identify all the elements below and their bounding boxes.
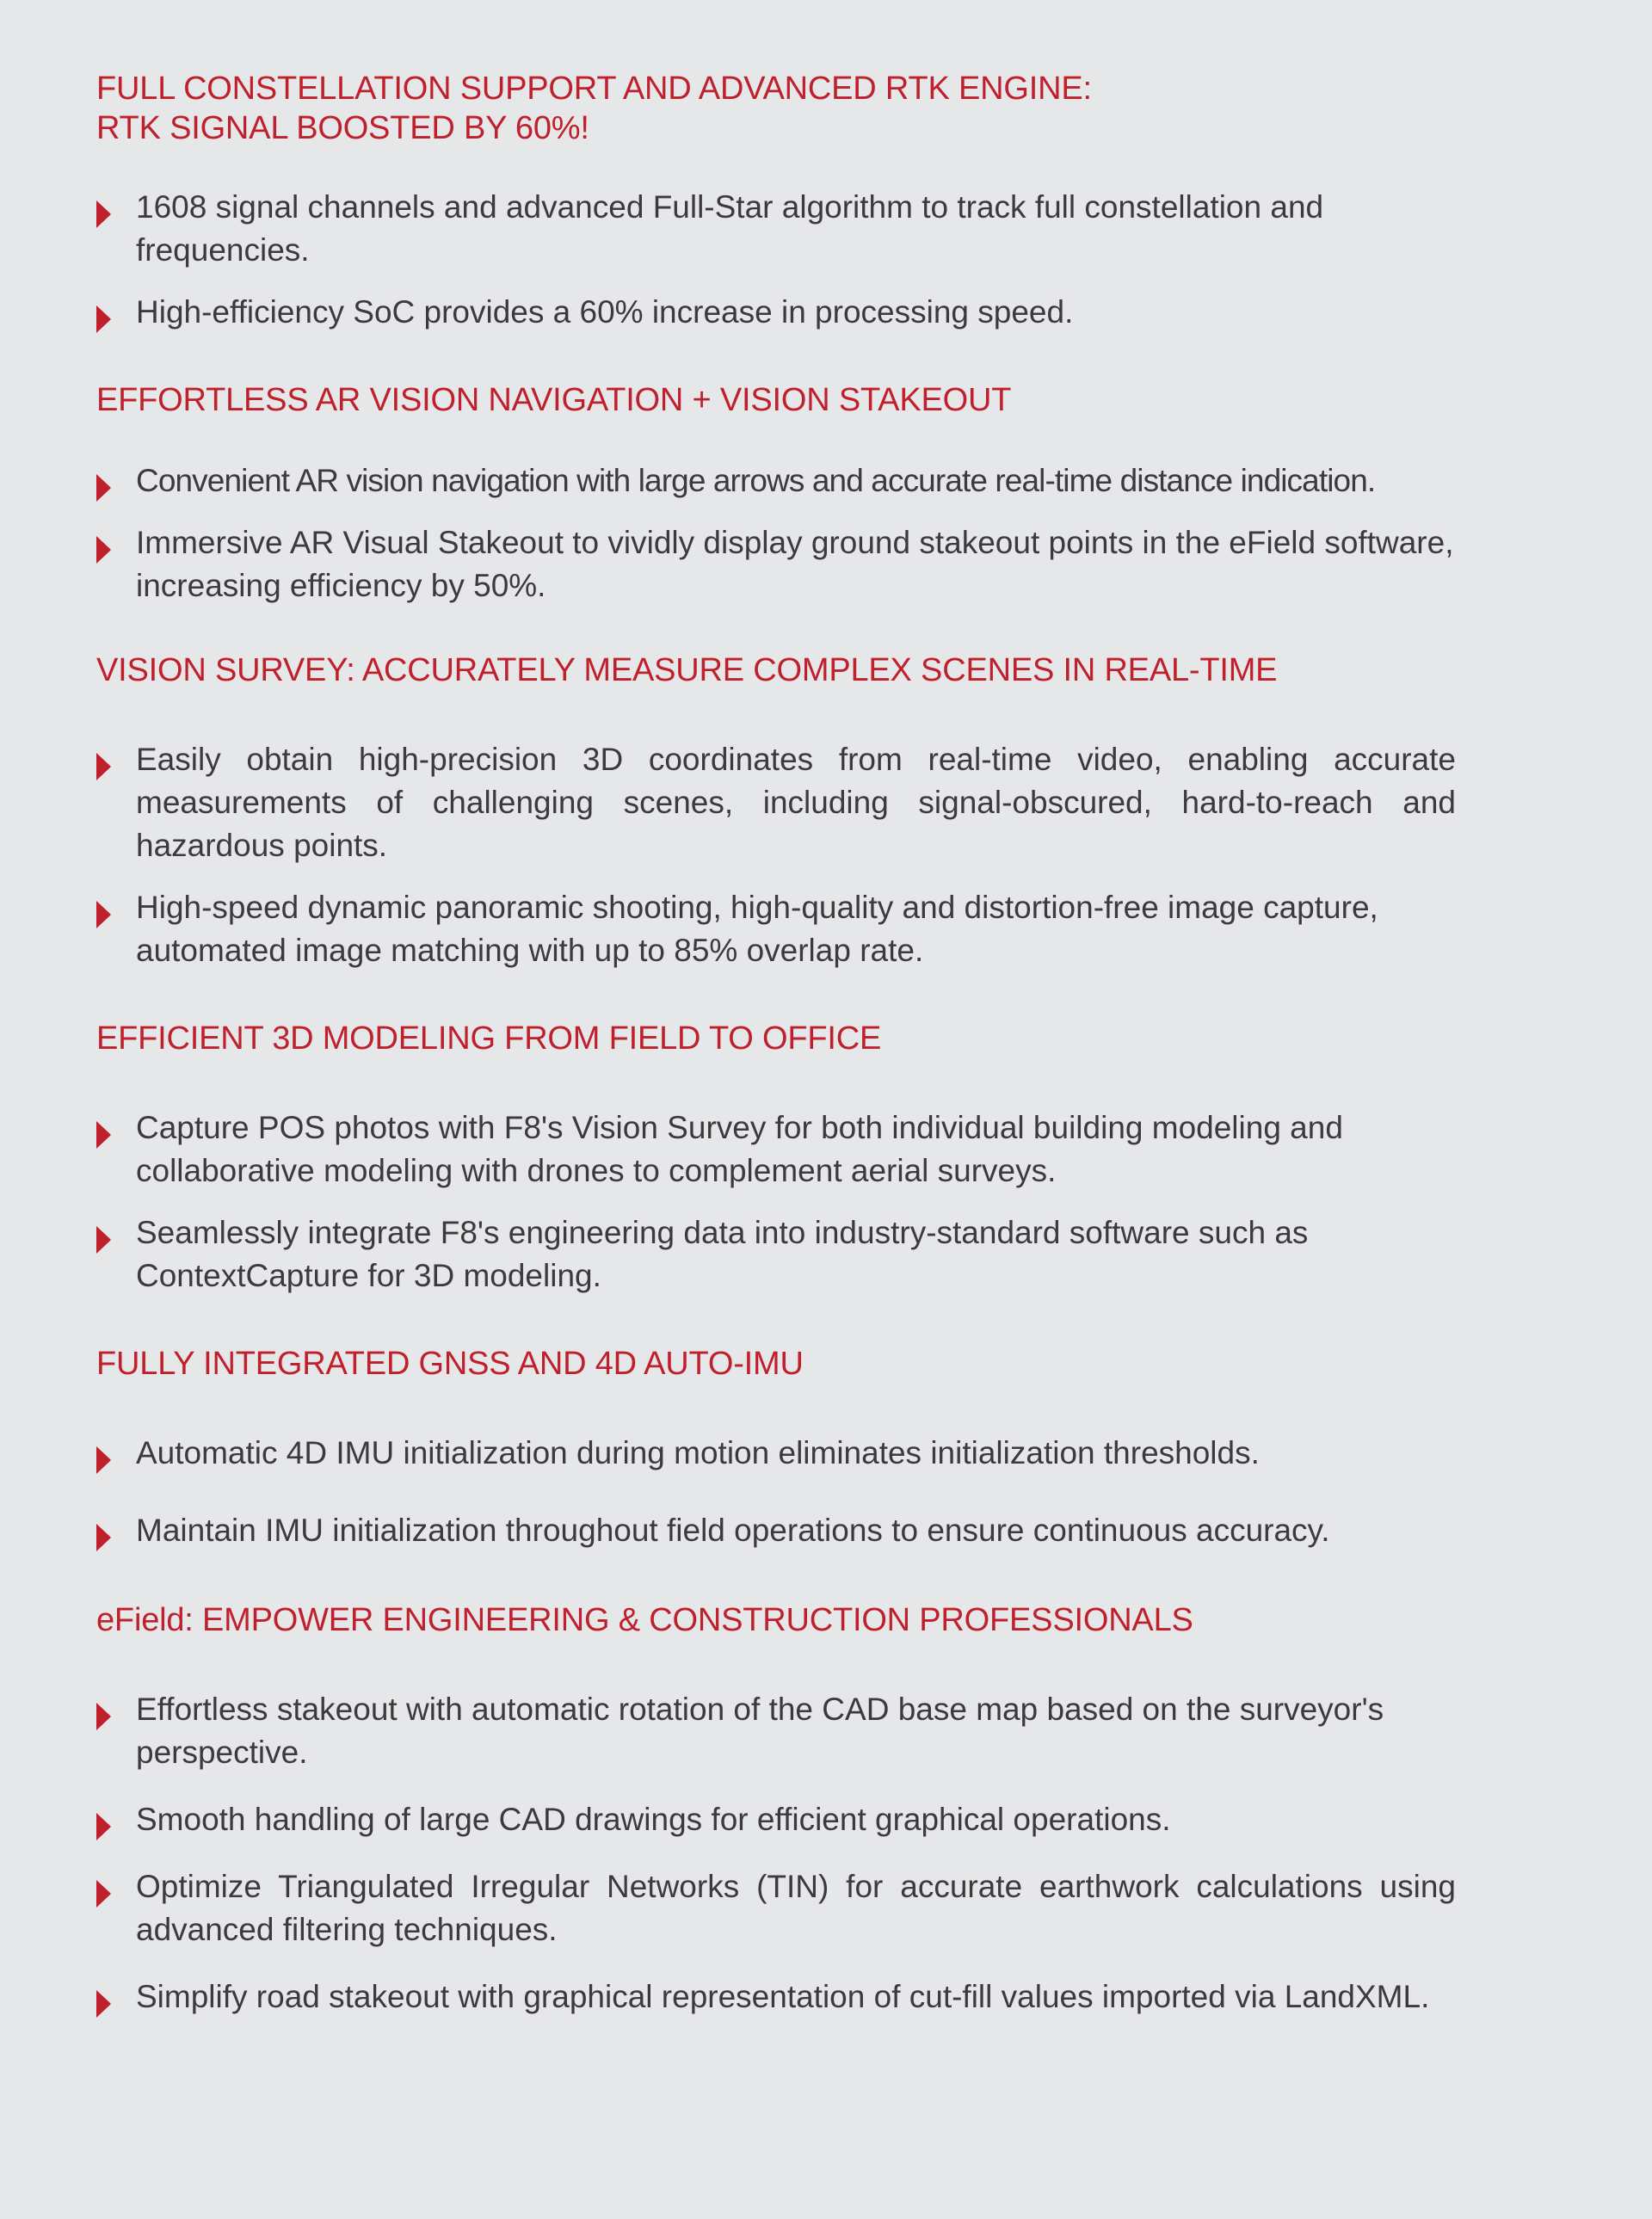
list-item [96,291,1456,334]
bullet-list [96,186,1456,334]
right-triangle-icon [96,1703,111,1730]
section-title: VISION SURVEY: ACCURATELY MEASURE COMPLEX SCENES IN REAL-TIME [96,652,1278,688]
section-rtk-engine [96,69,1456,334]
section-title: FULLY INTEGRATED GNSS AND 4D AUTO-IMU [96,1346,804,1382]
section-title: FULL CONSTELLATION SUPPORT AND ADVANCED RTK ENGINE: RTK SIGNAL BOOSTED BY 60%! [96,71,1092,146]
bullet-text: Easily obtain high-precision 3D coordinates from real-time video, enabling accurate measurements of challenging scenes, including signal-obscured, hard-to-reach and hazardous points. [136,742,1456,863]
right-triangle-icon [96,1446,111,1474]
right-triangle-icon [96,1990,111,2018]
list-item [96,459,1456,502]
section-title: eField: EMPOWER ENGINEERING & CONSTRUCTION PROFESSIONALS [96,1602,1193,1638]
bullet-text: Seamlessly integrate F8's engineering data into industry-standard software such as ContextCapture for 3D modeling. [136,1215,1309,1293]
right-triangle-icon [96,536,111,564]
list-item [96,1976,1456,2019]
list-item [96,186,1456,272]
bullet-text: Immersive AR Visual Stakeout to vividly display ground stakeout points in the eField software, increasing efficiency by 50%. [136,525,1454,603]
section-3d-modeling [96,1019,1456,1297]
bullet-list [96,1688,1456,2019]
bullet-text: Optimize Triangulated Irregular Networks (TIN) for accurate earthwork calculations using advanced filtering techniques. [136,1869,1456,1947]
section-ar-navigation [96,380,1456,607]
right-triangle-icon [96,474,111,502]
list-item [96,886,1456,972]
bullet-text: Smooth handling of large CAD drawings for efficient graphical operations. [136,1802,1171,1837]
list-item [96,1211,1456,1297]
list-item [96,521,1456,607]
list-item [96,1865,1456,1951]
bullet-text: Automatic 4D IMU initialization during motion eliminates initialization thresholds. [136,1435,1260,1470]
section-vision-survey [96,650,1456,972]
section-title: EFFICIENT 3D MODELING FROM FIELD TO OFFICE [96,1020,882,1057]
bullet-text: 1608 signal channels and advanced Full-Star algorithm to track full constellation and frequencies. [136,189,1324,268]
feature-document [96,69,1456,2043]
bullet-text: Maintain IMU initialization throughout field operations to ensure continuous accuracy. [136,1513,1330,1548]
list-item [96,1509,1456,1552]
right-triangle-icon [96,901,111,928]
bullet-text: Capture POS photos with F8's Vision Survey for both individual building modeling and collaborative modeling with drones to complement aerial surveys. [136,1110,1343,1188]
bullet-text: Simplify road stakeout with graphical representation of cut-fill values imported via LandXML. [136,1979,1430,2014]
bullet-text: Convenient AR vision navigation with large arrows and accurate real-time distance indication. [136,463,1376,498]
right-triangle-icon [96,305,111,333]
list-item [96,1688,1456,1774]
section-gnss-imu [96,1344,1456,1552]
list-item [96,1106,1456,1193]
right-triangle-icon [96,1524,111,1551]
right-triangle-icon [96,200,111,228]
section-efield [96,1600,1456,2019]
right-triangle-icon [96,753,111,780]
list-item [96,1798,1456,1841]
right-triangle-icon [96,1226,111,1254]
right-triangle-icon [96,1121,111,1149]
bullet-list [96,1106,1456,1297]
bullet-list [96,459,1456,607]
right-triangle-icon [96,1813,111,1840]
bullet-list [96,1432,1456,1552]
list-item [96,738,1456,867]
bullet-text: Effortless stakeout with automatic rotation of the CAD base map based on the surveyor's perspective. [136,1692,1384,1770]
list-item [96,1432,1456,1475]
bullet-list [96,738,1456,972]
section-title: EFFORTLESS AR VISION NAVIGATION + VISION STAKEOUT [96,382,1012,418]
bullet-text: High-speed dynamic panoramic shooting, high-quality and distortion-free image capture, automated image matching with up to 85% overlap rate. [136,890,1378,968]
bullet-text: High-efficiency SoC provides a 60% increase in processing speed. [136,294,1074,330]
right-triangle-icon [96,1880,111,1908]
